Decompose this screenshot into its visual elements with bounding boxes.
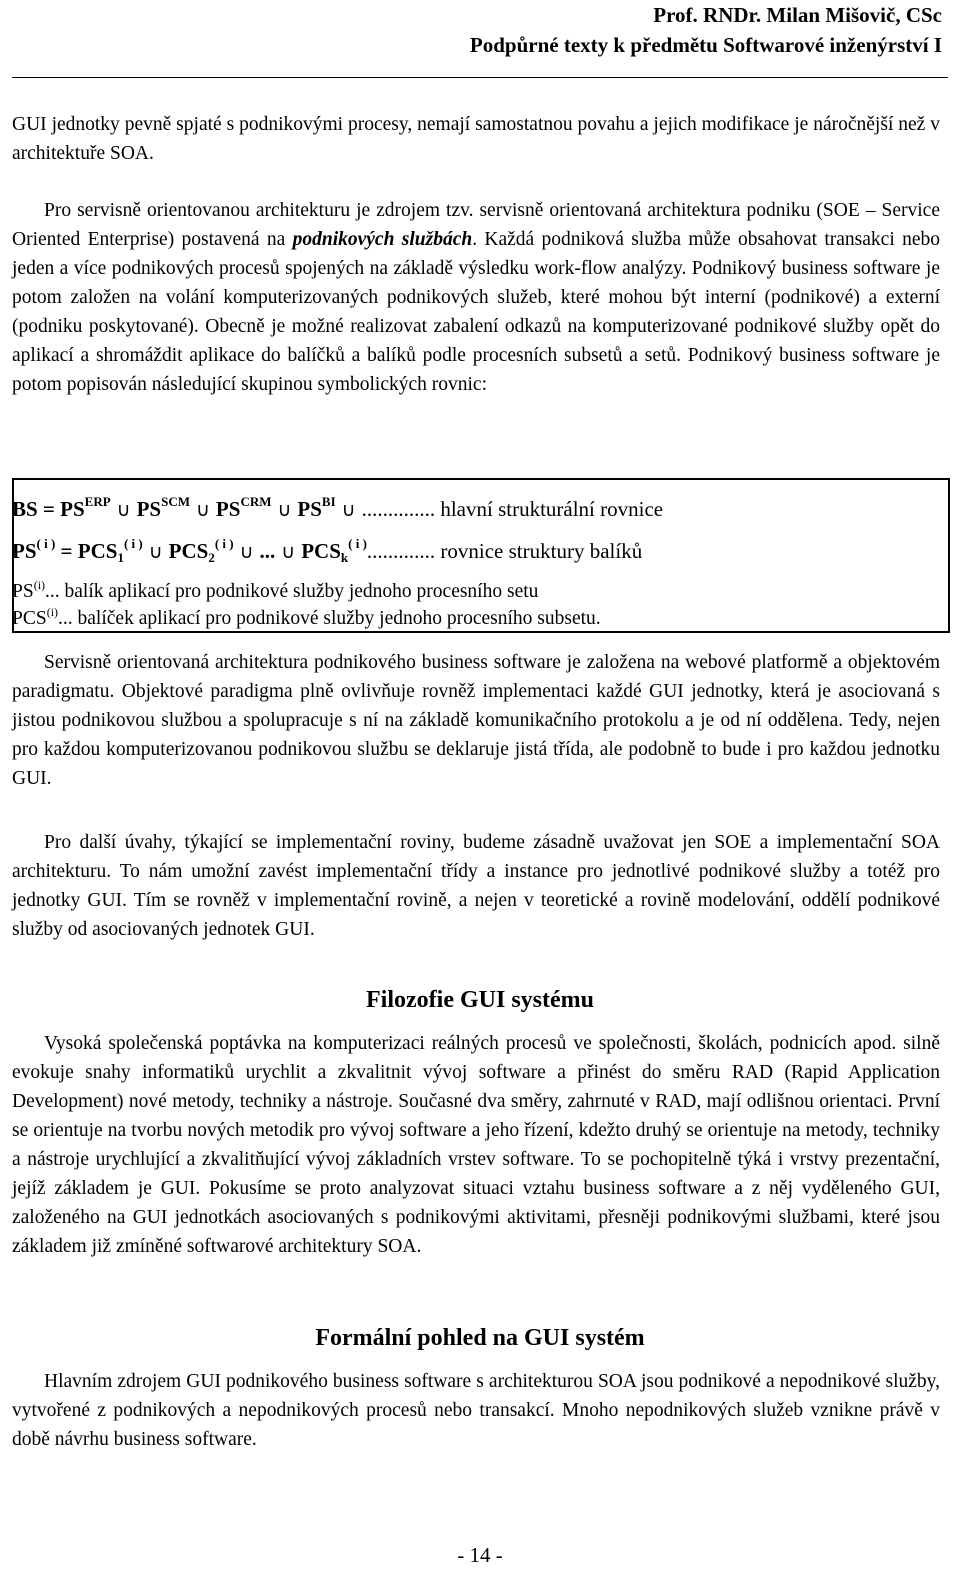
section-heading-formal-view: Formální pohled na GUI systém (315, 1325, 645, 1351)
header-author: Prof. RNDr. Milan Mišovič, CSc (653, 3, 942, 27)
paragraph-2-part-a: Pro servisně orientovanou architekturu je zdrojem tzv. servisně orientovaná architektura podniku (SOE – Service Oriented Enterprise) postavená na (12, 200, 940, 250)
paragraph-1: GUI jednotky pevně spjaté s podnikovými procesy, nemají samostatnou povahu a jejich modifikace je náročnější než v architektuře SOA. (12, 114, 940, 164)
header-subtitle: Podpůrné texty k předmětu Softwarové inženýrství I (469, 33, 942, 57)
header-divider (12, 77, 948, 78)
paragraph-4: Pro další úvahy, týkající se implementační roviny, budeme zásadně uvažovat jen SOE a implementační SOA architekturu. To nám umožní zavést implementační třídy a instance pro jednotlivé podnikové služby a totéž pro jednotky GUI. Tím se rovněž v implementační rovině, a nejen v teoretické a rovině modelování, oddělí podnikové služby od asociovaných jednotek GUI. (12, 832, 940, 940)
definition-pcs: PCS$^{(i)}$... balíček aplikací pro podnikové služby jednoho procesního subsetu. (12, 605, 601, 629)
page-header (470, 0, 942, 60)
paragraph-6: Hlavním zdrojem GUI podnikového business software s architekturou SOA jsou podnikové a nepodnikové služby, vytvořené z podnikových a nepodnikových procesů nebo transakcí. Mnoho nepodnikových služeb vznikne právě v době návrhu business software. (12, 1371, 940, 1450)
paragraph-2-emphasis: podnikových službách (292, 229, 473, 250)
definition-ps: PS$^{(i)}$... balík aplikací pro podnikové služby jednoho procesního setu (12, 578, 539, 602)
paragraph-3: Servisně orientovaná architektura podnikového business software je založena na webové platformě a objektovém paradigmatu. Objektové paradigma plně ovlivňuje rovněž implementaci každé GUI jednotky, která je asociovaná s jistou podnikovou službou a spolupracuje s ní na základě komunikačního protokolu a je od ní oddělena. Tedy, nejen pro každou komputerizovanou podnikovou službu se deklaruje jistá třída, ale podobně to bude i pro každou jednotku GUI. (12, 652, 940, 789)
section-heading-gui-philosophy: Filozofie GUI systému (366, 987, 594, 1013)
page-number: - 14 - (457, 1543, 503, 1567)
package-structure-equation: $PS^{( i )} = PCS_1^{( i )}$ ∪ $PCS_2^{( i )}$ ∪ ... ∪ $PCS_k^{( i )}$............. rovnice struktury balíků (12, 536, 643, 565)
main-structural-equation: BS = $PS^{ERP}$ ∪ $PS^{SCM}$ ∪ $PS^{CRM}$ ∪ $PS^{BI}$ ∪ .............. hlavní strukturální rovnice (12, 494, 664, 521)
paragraph-2 (12, 196, 940, 399)
paragraph-5: Vysoká společenská poptávka na komputerizaci reálných procesů ve společnosti, školách, podnicích apod. silně evokuje snahy informatiků urychlit a zkvalitnit vývoj software a přinést do směru RAD (Rapid Application Development) nové metody, techniky a nástroje. Současné dva směry, zahrnuté v RAD, mají odlišnou orientaci. První se orientuje na tvorbu nových metodik pro vývoj software a jeho řízení, kdežto druhý se orientuje na metody, techniky a nástroje urychlující a zkvalitňující vývoj základních vrstev software. To se pochopitelně týká i vrstvy prezentační, jejíž základem je GUI. Pokusíme se proto analyzovat situaci vztahu business software a z něj vyděleného GUI, založeného na GUI jednotkách asociovaných s podnikovými aktivitami, přesněji podnikovými službami, které jsou základem již zmíněné softwarové architektury SOA. (12, 1033, 940, 1257)
paragraph-2-part-c: . Každá podniková služba může obsahovat transakci nebo jeden a více podnikových procesů spojených na základě výsledku work-flow analýzy. Podnikový business software je potom založen na volání komputerizovaných podnikových služeb, které mohou být interní (podnikové) a externí (podniku poskytované). Obecně je možné realizovat zabalení odkazů na komputerizované podnikové služby opět do aplikací a shromáždit aplikace do balíčků a balíků podle procesních subsetů a setů. Podnikový business software je potom popisován následující skupinou symbolických rovnic: (12, 229, 940, 395)
